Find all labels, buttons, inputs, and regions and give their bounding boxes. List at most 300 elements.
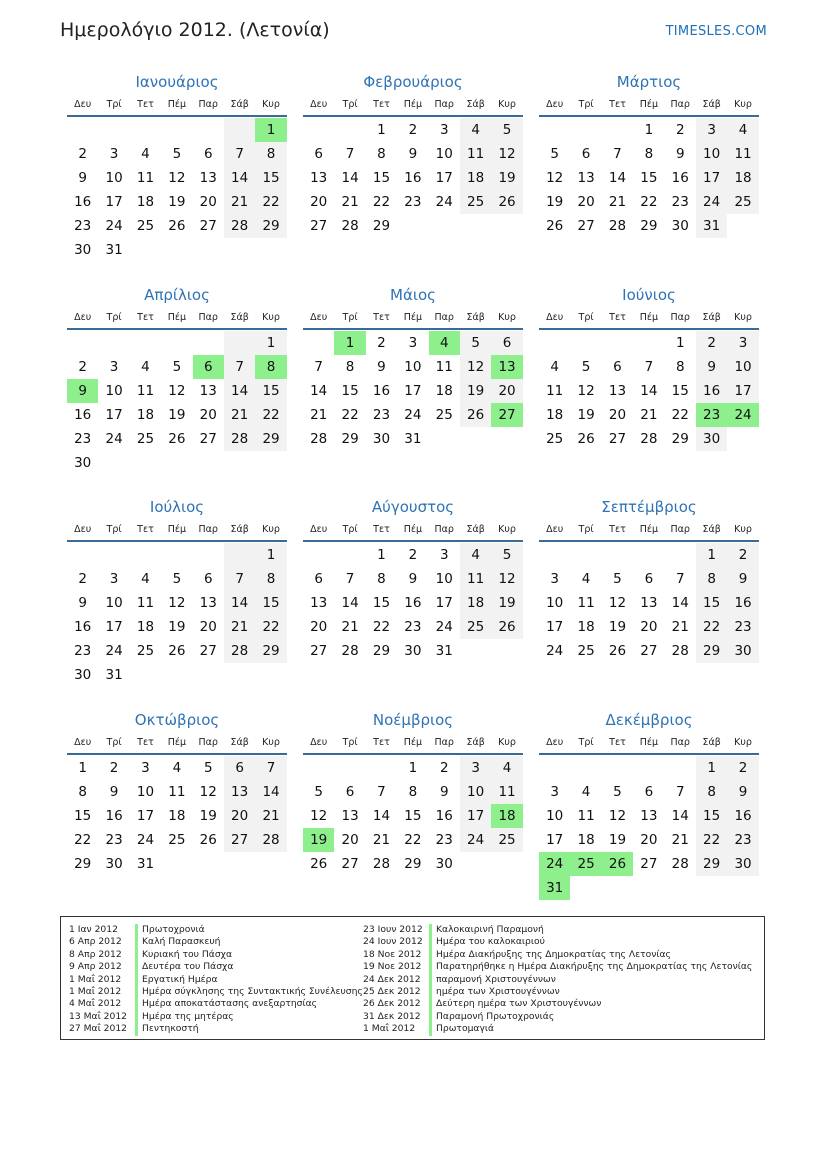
weekday-header: [539, 518, 759, 542]
day-cell: 23: [404, 194, 422, 210]
weekday-label: Παρ: [434, 736, 454, 748]
month-name: Αύγουστος: [371, 498, 455, 516]
weekday-label: Κυρ: [734, 98, 752, 110]
day-cell: 15: [255, 591, 286, 615]
empty-cell: [303, 331, 334, 355]
weekday-label: Πέμ: [167, 523, 187, 535]
weekday-label: Παρ: [670, 98, 690, 110]
empty-cell: [665, 756, 696, 780]
day-grid: [539, 756, 759, 900]
day-cell: 25: [577, 643, 595, 659]
empty-cell: [633, 331, 664, 355]
day-cell: 26: [168, 218, 186, 234]
day-cell: 20: [310, 194, 328, 210]
day-cell: 11: [136, 383, 155, 399]
day-cell: 29: [255, 639, 286, 663]
day-cell: 8: [696, 780, 727, 804]
legend-date: 24 Δεκ 2012: [363, 973, 421, 985]
day-cell: 18: [136, 407, 155, 423]
day-cell: 2: [109, 760, 119, 776]
day-cell: 1: [255, 331, 286, 355]
day-cell: 14: [640, 383, 658, 399]
day-cell: 7: [314, 359, 323, 375]
legend-marker: [429, 986, 432, 998]
legend-row: [69, 974, 363, 986]
month-name: Ιούλιος: [149, 498, 205, 516]
day-cell: 11: [577, 595, 595, 611]
day-cell: 17: [546, 619, 564, 635]
legend-marker: [429, 1011, 432, 1023]
day-cell: 24: [696, 190, 727, 214]
weekday-label: Τετ: [609, 98, 626, 110]
weekday-label: Σάβ: [230, 311, 249, 323]
day-cell: 30: [372, 431, 391, 447]
day-cell: 1: [255, 543, 286, 567]
day-cell: 25: [136, 218, 155, 234]
legend-holiday-name: Ημέρα σύγκλησης της Συντακτικής Συνέλευσης: [142, 985, 363, 997]
day-cell: 31: [435, 643, 453, 659]
legend-row: [363, 949, 752, 961]
page-title: Ημερολόγιο 2012. (Λετονία): [60, 19, 330, 41]
day-cell: 6: [203, 571, 213, 587]
weekday-label: Τετ: [373, 98, 390, 110]
day-cell: 22: [372, 194, 391, 210]
day-cell: 2: [78, 146, 87, 162]
day-cell: 14: [224, 166, 255, 190]
day-cell: 2: [78, 571, 87, 587]
day-cell: 27: [199, 431, 217, 447]
day-cell: 3: [439, 122, 449, 138]
day-cell: 8: [255, 142, 286, 166]
day-cell: 10: [696, 142, 727, 166]
legend-marker: [135, 936, 138, 948]
legend-marker: [429, 949, 432, 961]
month-block: [67, 709, 287, 876]
day-cell: 17: [727, 379, 758, 403]
weekday-label: Τετ: [137, 98, 154, 110]
day-cell: 2: [377, 335, 386, 351]
day-cell: 13: [640, 595, 658, 611]
day-cell: 26: [491, 615, 522, 639]
day-grid: [539, 118, 759, 238]
day-cell: 2: [439, 760, 449, 776]
day-grid: [67, 543, 287, 687]
legend-marker: [429, 998, 432, 1010]
day-cell: 26: [310, 856, 328, 872]
legend-date: 1 Μαΐ 2012: [69, 973, 122, 985]
day-cell: 16: [74, 619, 92, 635]
legend-date: 19 Νοε 2012: [363, 961, 422, 973]
month-name: Οκτώβριος: [134, 711, 220, 729]
weekday-label: Τρί: [578, 736, 594, 748]
day-cell: 9: [377, 359, 386, 375]
day-cell: 20: [640, 832, 658, 848]
day-cell: 12: [199, 784, 217, 800]
day-cell: 14: [224, 591, 255, 615]
day-cell: 11: [460, 142, 491, 166]
legend-row: [69, 936, 363, 948]
day-cell: 24: [105, 218, 123, 234]
weekday-header: [303, 306, 523, 330]
legend-holiday-name: Πεντηκοστή: [142, 1023, 199, 1035]
day-cell: 28: [224, 639, 255, 663]
weekday-label: Πέμ: [403, 311, 423, 323]
day-cell: 18: [577, 619, 595, 635]
month-block: [539, 496, 759, 663]
day-cell: 15: [696, 804, 727, 828]
day-cell: 29: [696, 639, 727, 663]
day-cell: 22: [341, 407, 359, 423]
weekday-label: Σάβ: [466, 736, 485, 748]
day-cell: 11: [136, 170, 155, 186]
day-cell: 7: [224, 355, 255, 379]
holiday-day-cell: 24: [539, 852, 570, 876]
weekday-label: Κυρ: [498, 736, 516, 748]
holiday-legend: [60, 916, 765, 1040]
day-cell: 21: [372, 832, 391, 848]
day-grid: [539, 543, 759, 663]
day-cell: 11: [491, 780, 522, 804]
weekday-header: [303, 518, 523, 542]
day-cell: 13: [199, 170, 217, 186]
weekday-label: Τρί: [342, 736, 358, 748]
day-cell: 28: [372, 856, 391, 872]
empty-cell: [334, 543, 365, 567]
day-cell: 30: [74, 242, 92, 258]
day-cell: 9: [78, 595, 87, 611]
day-cell: 5: [172, 146, 182, 162]
day-cell: 25: [460, 190, 491, 214]
day-cell: 12: [168, 383, 186, 399]
month-name: Δεκέμβριος: [605, 711, 693, 729]
empty-cell: [602, 331, 633, 355]
empty-cell: [224, 118, 255, 142]
day-cell: 29: [255, 214, 286, 238]
legend-holiday-name: Κυριακή του Πάσχα: [142, 948, 233, 960]
day-cell: 17: [105, 194, 123, 210]
day-cell: 15: [341, 383, 359, 399]
day-cell: 1: [377, 547, 386, 563]
day-cell: 4: [460, 543, 491, 567]
weekday-label: Κυρ: [498, 98, 516, 110]
day-cell: 19: [168, 619, 186, 635]
month-name: Νοέμβριος: [372, 711, 454, 729]
day-cell: 15: [372, 595, 391, 611]
empty-cell: [161, 543, 192, 567]
weekday-label: Κυρ: [498, 523, 516, 535]
day-cell: 25: [460, 615, 491, 639]
day-cell: 14: [671, 808, 689, 824]
day-cell: 28: [671, 856, 689, 872]
weekday-label: Σάβ: [702, 736, 721, 748]
day-cell: 21: [341, 619, 359, 635]
empty-cell: [570, 331, 601, 355]
month-block: [539, 71, 759, 238]
day-cell: 7: [224, 567, 255, 591]
day-cell: 26: [199, 832, 217, 848]
weekday-label: Τετ: [373, 523, 390, 535]
day-cell: 14: [341, 170, 359, 186]
day-cell: 20: [640, 619, 658, 635]
weekday-label: Πέμ: [639, 98, 659, 110]
weekday-label: Πέμ: [403, 523, 423, 535]
day-cell: 30: [105, 856, 123, 872]
weekday-header: [303, 731, 523, 755]
day-cell: 6: [644, 784, 654, 800]
weekday-header: [67, 518, 287, 542]
day-cell: 27: [577, 218, 595, 234]
day-cell: 27: [310, 643, 328, 659]
holiday-day-cell: 27: [491, 403, 522, 427]
empty-cell: [67, 331, 98, 355]
day-cell: 27: [199, 643, 217, 659]
weekday-label: Δευ: [546, 98, 564, 110]
day-cell: 17: [105, 407, 123, 423]
day-cell: 20: [608, 407, 627, 423]
empty-cell: [130, 118, 161, 142]
empty-cell: [539, 756, 570, 780]
legend-holiday-name: Ημέρα της μητέρας: [142, 1010, 234, 1022]
legend-holiday-name: παραμονή Χριστουγέννων: [436, 973, 556, 985]
day-cell: 21: [671, 619, 689, 635]
day-cell: 15: [671, 383, 689, 399]
weekday-label: Τρί: [578, 311, 594, 323]
day-cell: 24: [435, 619, 453, 635]
day-cell: 22: [696, 615, 727, 639]
day-cell: 25: [546, 431, 564, 447]
weekday-label: Σάβ: [230, 98, 249, 110]
legend-marker: [429, 924, 432, 936]
legend-row: [363, 1023, 752, 1035]
day-cell: 23: [74, 431, 92, 447]
day-cell: 26: [491, 190, 522, 214]
day-grid: [303, 756, 523, 876]
day-cell: 12: [168, 595, 186, 611]
day-cell: 26: [546, 218, 564, 234]
legend-holiday-name: Δευτέρα του Πάσχα: [142, 961, 234, 973]
legend-holiday-name: Ημέρα του καλοκαιριού: [436, 936, 545, 948]
holiday-day-cell: 4: [429, 331, 460, 355]
holiday-day-cell: 24: [727, 403, 758, 427]
empty-cell: [633, 756, 664, 780]
day-cell: 5: [172, 359, 182, 375]
day-cell: 16: [404, 170, 422, 186]
day-cell: 31: [404, 431, 422, 447]
day-cell: 13: [224, 780, 255, 804]
legend-row: [363, 924, 752, 936]
weekday-label: Παρ: [434, 98, 454, 110]
day-cell: 16: [727, 591, 758, 615]
day-cell: 29: [372, 218, 391, 234]
legend-row: [363, 961, 752, 973]
day-cell: 19: [491, 591, 522, 615]
day-cell: 10: [546, 595, 564, 611]
day-cell: 12: [168, 170, 186, 186]
site-link[interactable]: TIMESLES.COM: [665, 24, 767, 39]
day-cell: 10: [435, 146, 453, 162]
legend-date: 25 Δεκ 2012: [363, 985, 421, 997]
day-cell: 25: [435, 407, 453, 423]
holiday-day-cell: 18: [491, 804, 522, 828]
weekday-label: Παρ: [198, 736, 218, 748]
day-cell: 14: [671, 595, 689, 611]
day-cell: 29: [640, 218, 658, 234]
weekday-label: Σάβ: [702, 523, 721, 535]
weekday-label: Παρ: [434, 311, 454, 323]
day-cell: 20: [199, 619, 217, 635]
weekday-label: Σάβ: [230, 523, 249, 535]
day-cell: 22: [372, 619, 391, 635]
day-cell: 3: [696, 118, 727, 142]
day-cell: 18: [136, 619, 155, 635]
day-cell: 11: [577, 808, 595, 824]
day-cell: 30: [404, 643, 422, 659]
day-cell: 16: [696, 379, 727, 403]
day-cell: 9: [408, 146, 418, 162]
day-cell: 17: [404, 383, 422, 399]
weekday-label: Δευ: [310, 98, 328, 110]
day-cell: 18: [168, 808, 186, 824]
day-cell: 6: [644, 571, 654, 587]
weekday-label: Τρί: [106, 523, 122, 535]
weekday-label: Δευ: [74, 523, 92, 535]
day-cell: 14: [372, 808, 391, 824]
day-grid: [67, 118, 287, 262]
day-cell: 28: [310, 431, 328, 447]
weekday-label: Παρ: [670, 523, 690, 535]
legend-marker: [135, 949, 138, 961]
legend-marker: [135, 1023, 138, 1035]
day-cell: 22: [255, 615, 286, 639]
day-cell: 9: [696, 355, 727, 379]
day-cell: 19: [546, 194, 564, 210]
day-cell: 19: [199, 808, 217, 824]
weekday-label: Τετ: [373, 736, 390, 748]
day-cell: 1: [408, 760, 418, 776]
day-cell: 9: [439, 784, 449, 800]
day-cell: 8: [644, 146, 654, 162]
day-cell: 26: [577, 431, 595, 447]
weekday-label: Σάβ: [466, 523, 485, 535]
weekday-label: Κυρ: [262, 736, 280, 748]
day-cell: 28: [640, 431, 658, 447]
day-cell: 26: [608, 643, 627, 659]
day-cell: 11: [727, 142, 758, 166]
day-cell: 12: [608, 595, 627, 611]
month-name: Μάρτιος: [616, 73, 682, 91]
weekday-label: Τρί: [578, 523, 594, 535]
day-cell: 20: [577, 194, 595, 210]
empty-cell: [224, 331, 255, 355]
day-cell: 18: [435, 383, 453, 399]
day-cell: 22: [255, 403, 286, 427]
weekday-label: Παρ: [198, 311, 218, 323]
weekday-label: Τρί: [578, 98, 594, 110]
weekday-header: [539, 306, 759, 330]
day-cell: 24: [105, 643, 123, 659]
legend-row: [69, 998, 363, 1010]
day-cell: 22: [255, 190, 286, 214]
day-cell: 19: [168, 407, 186, 423]
weekday-label: Τρί: [342, 98, 358, 110]
holiday-day-cell: 8: [255, 355, 286, 379]
legend-marker: [429, 961, 432, 973]
day-cell: 23: [435, 832, 453, 848]
day-cell: 8: [696, 567, 727, 591]
empty-cell: [67, 118, 98, 142]
day-grid: [67, 331, 287, 475]
weekday-label: Δευ: [546, 736, 564, 748]
day-cell: 25: [491, 828, 522, 852]
day-cell: 26: [460, 403, 491, 427]
day-cell: 19: [608, 832, 627, 848]
day-cell: 16: [404, 595, 422, 611]
legend-date: 24 Ιουν 2012: [363, 936, 423, 948]
day-cell: 22: [671, 407, 689, 423]
weekday-label: Σάβ: [230, 736, 249, 748]
day-cell: 16: [105, 808, 123, 824]
legend-holiday-name: Παρατηρήθηκε η Ημέρα Διακήρυξης της Δημοκρατίας της Λετονίας: [436, 961, 753, 973]
empty-cell: [98, 118, 129, 142]
day-cell: 7: [345, 146, 355, 162]
day-cell: 1: [675, 335, 685, 351]
day-cell: 16: [74, 194, 92, 210]
day-cell: 13: [341, 808, 359, 824]
day-cell: 30: [671, 218, 689, 234]
day-cell: 11: [168, 784, 186, 800]
month-name: Ιανουάριος: [135, 73, 219, 91]
day-cell: 28: [341, 218, 359, 234]
empty-cell: [130, 331, 161, 355]
empty-cell: [303, 118, 334, 142]
legend-marker: [135, 986, 138, 998]
weekday-label: Πέμ: [639, 736, 659, 748]
day-cell: 17: [435, 595, 453, 611]
weekday-label: Τετ: [373, 311, 390, 323]
legend-holiday-name: Πρωτομαγιά: [436, 1023, 495, 1035]
day-cell: 9: [408, 571, 418, 587]
day-cell: 12: [577, 383, 595, 399]
day-cell: 7: [644, 359, 654, 375]
day-cell: 13: [199, 383, 217, 399]
weekday-label: Κυρ: [734, 311, 752, 323]
day-cell: 3: [550, 784, 559, 800]
weekday-label: Παρ: [670, 736, 690, 748]
day-cell: 26: [168, 431, 186, 447]
day-cell: 4: [550, 359, 559, 375]
day-cell: 21: [224, 190, 255, 214]
day-cell: 21: [255, 804, 286, 828]
day-cell: 19: [460, 379, 491, 403]
day-cell: 5: [550, 146, 559, 162]
day-cell: 22: [696, 828, 727, 852]
weekday-label: Δευ: [310, 523, 328, 535]
month-name: Φεβρουάριος: [363, 73, 463, 91]
weekday-label: Παρ: [670, 311, 690, 323]
day-cell: 11: [435, 359, 453, 375]
day-cell: 8: [255, 567, 286, 591]
day-cell: 20: [199, 194, 217, 210]
day-cell: 27: [640, 856, 658, 872]
empty-cell: [193, 331, 224, 355]
day-cell: 8: [377, 146, 386, 162]
day-cell: 21: [671, 832, 689, 848]
empty-cell: [334, 118, 365, 142]
month-block: [539, 284, 759, 451]
empty-cell: [161, 331, 192, 355]
legend-marker: [135, 974, 138, 986]
day-cell: 5: [613, 571, 622, 587]
